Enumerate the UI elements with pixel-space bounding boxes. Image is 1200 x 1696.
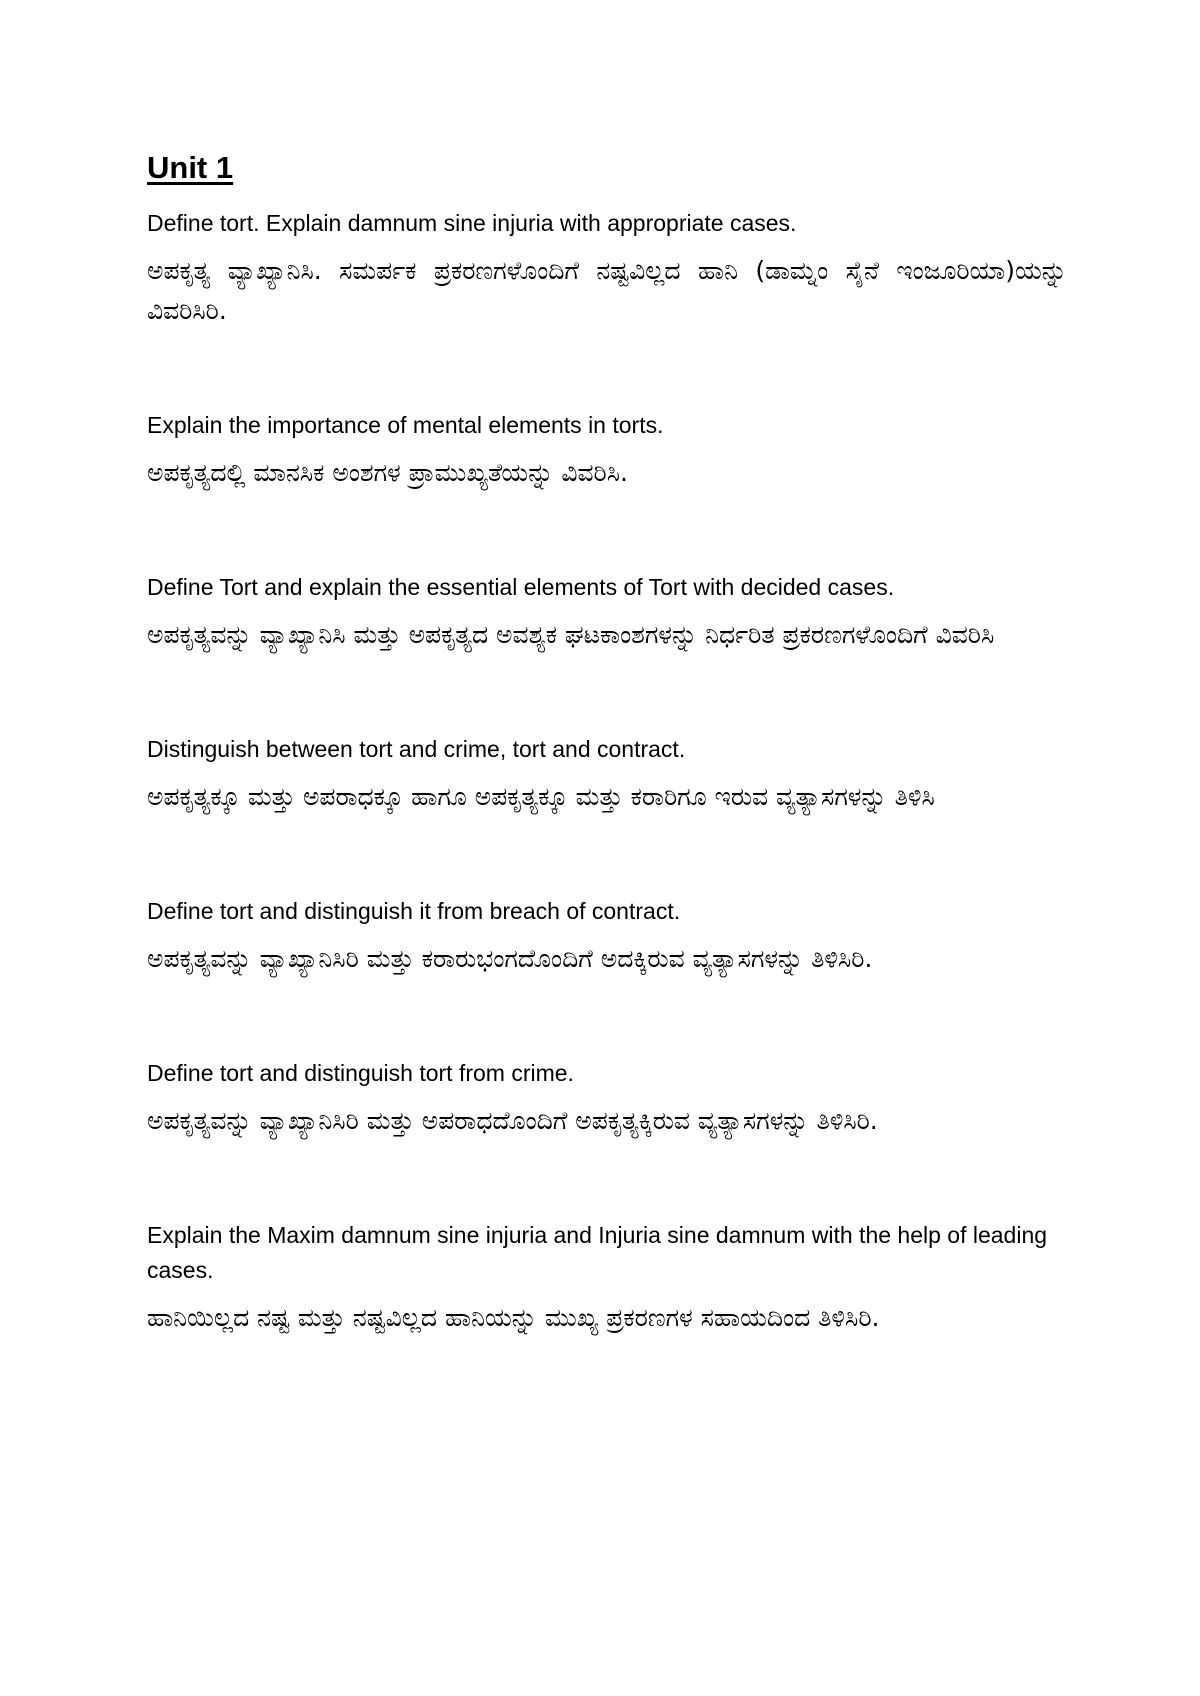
spacer: [147, 655, 1067, 732]
question-5: [147, 894, 1067, 979]
question-english: Define tort and distinguish tort from crime.: [147, 1059, 574, 1086]
question-1: [147, 206, 1067, 331]
question-english: Explain the Maxim damnum sine injuria and Injuria sine damnum with the help of leading cases.: [147, 1221, 1048, 1283]
spacer: [147, 331, 1067, 408]
question-4: [147, 732, 1067, 817]
question-7: [147, 1218, 1067, 1338]
question-kannada: ಅಪಕೃತ್ಯವನ್ನು ವ್ಯಾಖ್ಯಾನಿಸಿರಿ ಮತ್ತು ಕರಾರುಭಂಗದೊಂದಿಗೆ ಅದಕ್ಕಿರುವ ವ್ಯತ್ಯಾಸಗಳನ್ನು ತಿಳಿಸಿರಿ.: [147, 943, 873, 973]
question-kannada: ಹಾನಿಯಿಲ್ಲದ ನಷ್ಟ ಮತ್ತು ನಷ್ಟವಿಲ್ಲದ ಹಾನಿಯನ್ನು ಮುಖ್ಯ ಪ್ರಕರಣಗಳ ಸಹಾಯದಿಂದ ತಿಳಿಸಿರಿ.: [147, 1302, 880, 1332]
question-2: [147, 408, 1067, 493]
document-page: [147, 150, 1067, 1338]
spacer: [147, 817, 1067, 894]
question-english: Define Tort and explain the essential elements of Tort with decided cases.: [147, 573, 895, 600]
question-english: Define tort and distinguish it from breach of contract.: [147, 897, 681, 924]
question-kannada: ಅಪಕೃತ್ಯದಲ್ಲಿ ಮಾನಸಿಕ ಅಂಶಗಳ ಪ್ರಾಮುಖ್ಯತೆಯನ್ನು ವಿವರಿಸಿ.: [147, 457, 628, 487]
question-kannada: ಅಪಕೃತ್ಯವನ್ನು ವ್ಯಾಖ್ಯಾನಿಸಿರಿ ಮತ್ತು ಅಪರಾಧದೊಂದಿಗೆ ಅಪಕೃತ್ಯಕ್ಕಿರುವ ವ್ಯತ್ಯಾಸಗಳನ್ನು ತಿಳಿಸಿರಿ.: [147, 1105, 878, 1135]
spacer: [147, 493, 1067, 570]
question-english: Explain the importance of mental elements in torts.: [147, 411, 664, 438]
question-kannada: ಅಪಕೃತ್ಯಕ್ಕೂ ಮತ್ತು ಅಪರಾಧಕ್ಕೂ ಹಾಗೂ ಅಪಕೃತ್ಯಕ್ಕೂ ಮತ್ತು ಕರಾರಿಗೂ ಇರುವ ವ್ಯತ್ಯಾಸಗಳನ್ನು ತಿಳಿಸಿ: [147, 781, 935, 811]
spacer: [147, 979, 1067, 1056]
question-6: [147, 1056, 1067, 1141]
question-3: [147, 570, 1067, 655]
question-kannada: ಅಪಕೃತ್ಯವನ್ನು ವ್ಯಾಖ್ಯಾನಿಸಿ ಮತ್ತು ಅಪಕೃತ್ಯದ ಅವಶ್ಯಕ ಘಟಕಾಂಶಗಳನ್ನು ನಿರ್ಧರಿತ ಪ್ರಕರಣಗಳೊಂದಿಗೆ ವಿವರಿಸಿ: [147, 619, 995, 649]
spacer: [147, 1141, 1067, 1218]
question-kannada: ಅಪಕೃತ್ಯ ವ್ಯಾಖ್ಯಾನಿಸಿ. ಸಮರ್ಪಕ ಪ್ರಕರಣಗಳೊಂದಿಗೆ ನಷ್ಟವಿಲ್ಲದ ಹಾನಿ (ಡಾಮ್ನಂ ಸೈನೆ ಇಂಜೂರಿಯಾ)ಯನ್ನು ವಿವರಿಸಿರಿ.: [147, 255, 1067, 325]
question-english: Define tort. Explain damnum sine injuria with appropriate cases.: [147, 209, 797, 236]
question-english: Distinguish between tort and crime, tort and contract.: [147, 735, 686, 762]
unit-title: Unit 1: [147, 150, 234, 185]
